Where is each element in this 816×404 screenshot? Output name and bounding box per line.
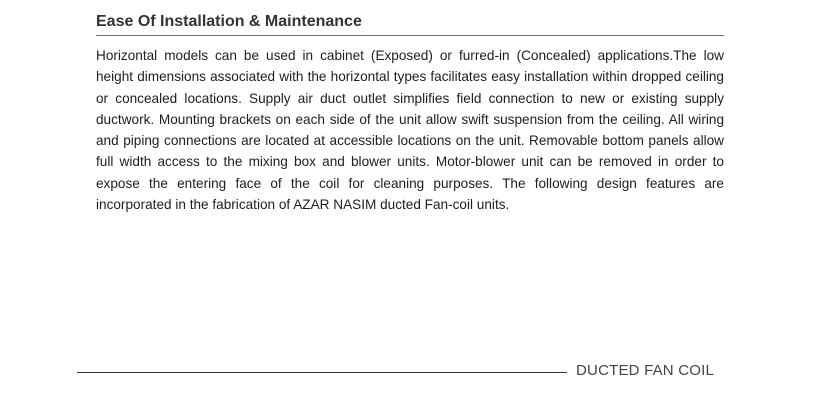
section-heading: Ease Of Installation & Maintenance — [96, 12, 724, 36]
installation-maintenance-section — [96, 12, 724, 215]
footer-divider — [77, 372, 567, 373]
page-footer — [77, 358, 727, 386]
section-body-paragraph: Horizontal models can be used in cabinet (Exposed) or furred-in (Concealed) applications.The low height dimensions associated with the horizontal types facilitates easy installation within dropped ceiling or concealed locations. Supply air duct outlet simplifies field connection to new or existing supply ductwork. Mounting brackets on each side of the unit allow swift suspension from the ceiling. All wiring and piping connections are located at accessible locations on the unit. Removable bottom panels allow full width access to the mixing box and blower units. Motor-blower unit can be removed in order to expose the entering face of the coil for cleaning purposes. The following design features are incorporated in the fabrication of AZAR NASIM ducted Fan-coil units. — [96, 48, 724, 213]
footer-product-label: DUCTED FAN COIL — [576, 362, 715, 379]
